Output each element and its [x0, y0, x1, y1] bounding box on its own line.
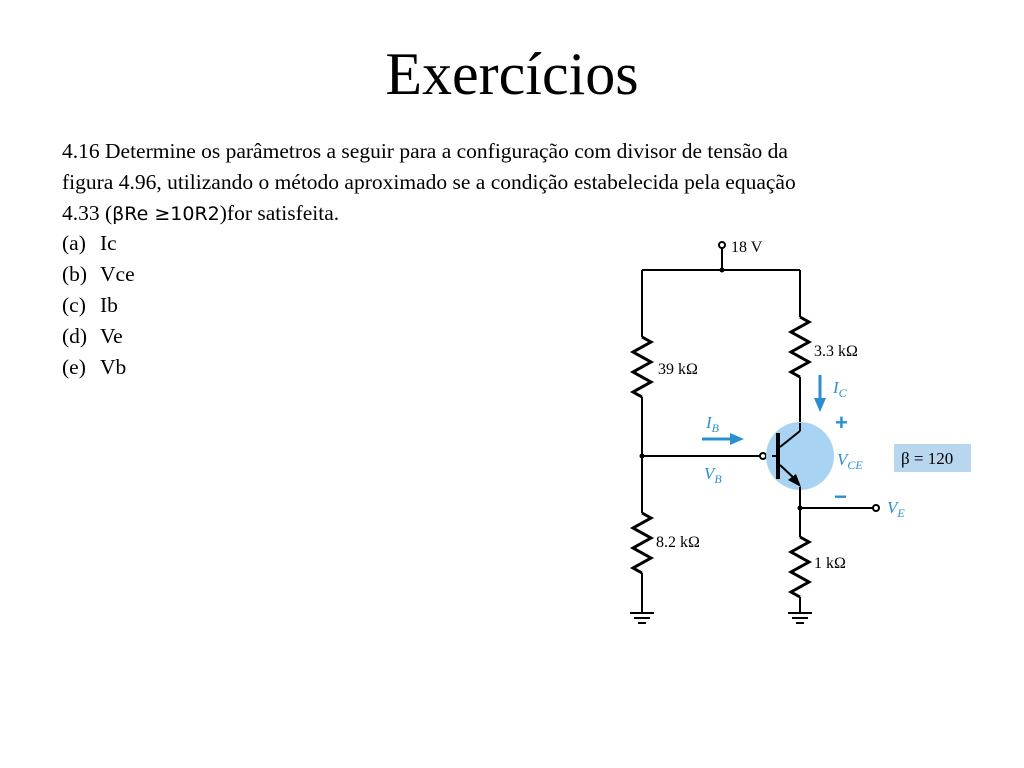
ground-left: [630, 613, 654, 623]
minus-sign: −: [834, 484, 847, 509]
slide-title: Exercícios: [385, 41, 639, 107]
item-letter: (a): [62, 231, 86, 255]
resistor-r2: [633, 513, 651, 573]
r1-label: 39 kΩ: [658, 361, 698, 378]
item-list: [62, 228, 135, 383]
item-letter: (b): [62, 262, 88, 286]
vce-label: $V_{CE}$: [837, 450, 863, 472]
item-text: Ib: [100, 293, 118, 317]
ve-label: $V_E$: [887, 498, 905, 520]
question-line-3-prefix: 4.33 (: [62, 201, 113, 225]
ib-label: $I_B$: [706, 413, 720, 435]
r2-label: 8.2 kΩ: [656, 534, 700, 551]
item-text: Vce: [100, 262, 135, 286]
item-text: Vb: [100, 355, 127, 379]
item-letter: (c): [62, 293, 86, 317]
question-text: [62, 136, 962, 230]
list-item: [62, 321, 135, 352]
list-item: [62, 290, 135, 321]
rc-label: 3.3 kΩ: [814, 343, 858, 360]
vb-label: $V_B$: [704, 464, 722, 486]
ve-terminal: [873, 505, 879, 511]
list-item: [62, 352, 135, 383]
item-text: Ic: [100, 231, 117, 255]
supply-terminal: [719, 242, 725, 248]
ground-right: [788, 613, 812, 623]
list-item: [62, 259, 135, 290]
resistor-rc: [791, 317, 809, 377]
condition-formula: βRe ≥10R2: [112, 203, 220, 225]
beta-label: β = 120: [901, 449, 954, 468]
supply-label: 18 V: [731, 239, 763, 256]
plus-sign: +: [835, 410, 848, 435]
item-letter: (d): [62, 324, 88, 348]
item-text: Ve: [100, 324, 123, 348]
ic-label: $I_C$: [833, 378, 847, 400]
ic-arrow: [814, 375, 826, 412]
resistor-re: [791, 537, 809, 597]
ib-arrow: [702, 433, 744, 445]
item-letter: (e): [62, 355, 86, 379]
resistor-r1: [633, 337, 651, 397]
question-line-1: 4.16 Determine os parâmetros a seguir para a configuração com divisor de tensão da: [62, 139, 788, 163]
question-line-2: figura 4.96, utilizando o método aproximado se a condição estabelecida pela equação: [62, 170, 796, 194]
list-item: [62, 228, 135, 259]
re-label: 1 kΩ: [814, 555, 846, 572]
circuit-diagram: [600, 225, 980, 635]
question-line-3-suffix: )for satisfeita.: [219, 201, 340, 225]
